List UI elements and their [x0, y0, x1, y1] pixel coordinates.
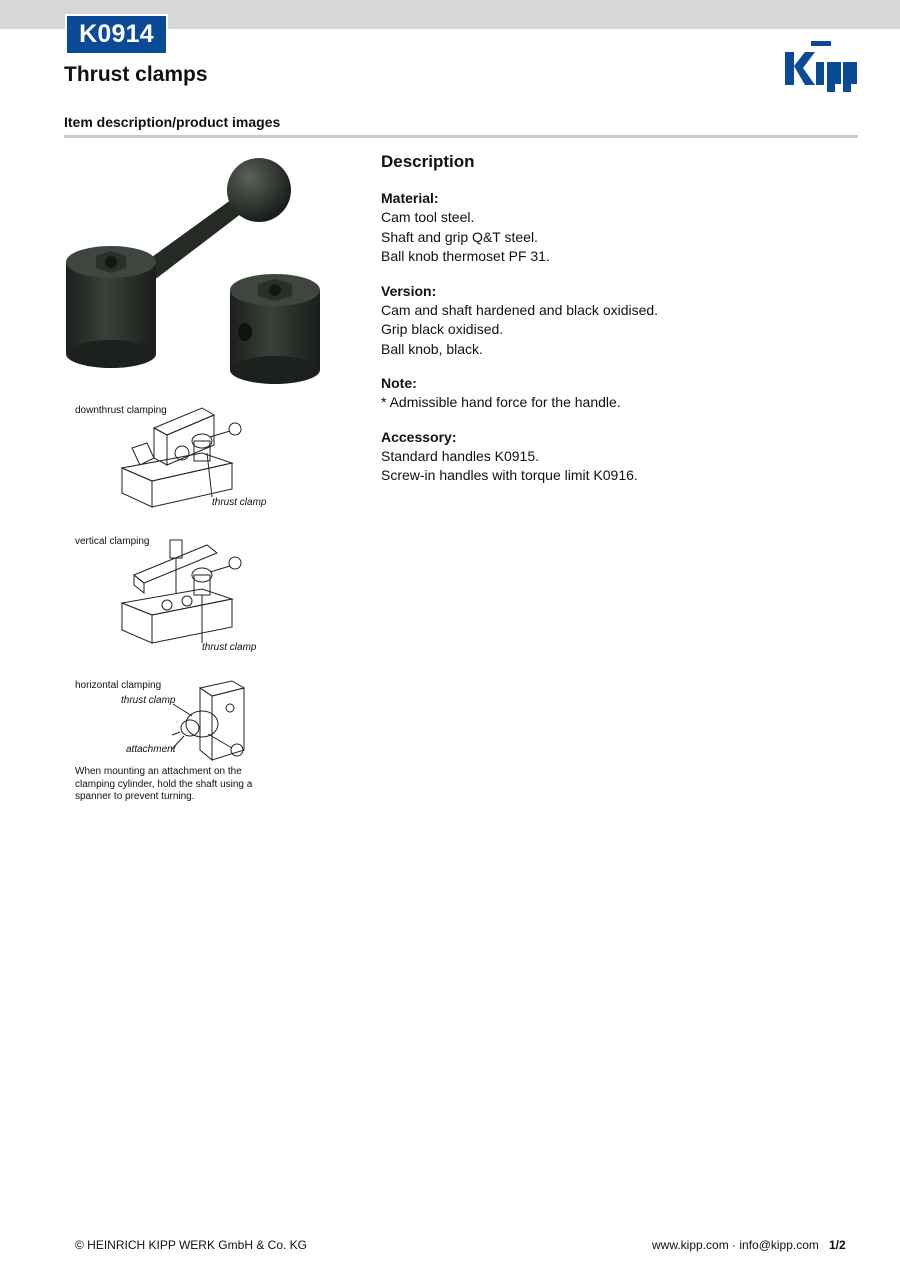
- product-photo: [64, 152, 326, 392]
- vertical-clamping-diagram: [72, 535, 272, 655]
- accessory-label: Accessory:: [381, 428, 457, 445]
- material-line: Cam tool steel.: [381, 209, 475, 225]
- section-title: Item description/product images: [64, 114, 281, 130]
- note-block: [381, 374, 841, 413]
- note-line: * Admissible hand force for the handle.: [381, 394, 621, 410]
- footer-contact: www.kipp.com · info@kipp.com: [652, 1238, 819, 1252]
- horizontal-callout-thrust-clamp: thrust clamp: [121, 695, 176, 706]
- material-line: Ball knob thermoset PF 31.: [381, 248, 550, 264]
- material-label: Material:: [381, 190, 439, 206]
- horizontal-clamping-title: horizontal clamping: [75, 680, 162, 691]
- description-heading: Description: [381, 152, 475, 171]
- version-line: Cam and shaft hardened and black oxidised.: [381, 301, 659, 318]
- note-label: Note:: [381, 375, 417, 391]
- version-line: Grip black oxidised.: [381, 321, 504, 337]
- footer-copyright: © HEINRICH KIPP WERK GmbH & Co. KG: [75, 1238, 307, 1252]
- description-panel: [381, 152, 841, 501]
- downthrust-clamping-title: downthrust clamping: [75, 405, 167, 416]
- downthrust-callout: thrust clamp: [212, 497, 267, 508]
- mounting-note: When mounting an attachment on the clamping cylinder, hold the shaft using a spanner to prevent turning.: [75, 766, 253, 803]
- horizontal-callout-attachment: attachment: [126, 744, 176, 755]
- section-divider: [64, 135, 858, 138]
- product-code-badge: K0914: [65, 14, 168, 55]
- version-line: Ball knob, black.: [381, 340, 483, 357]
- page-title: Thrust clamps: [64, 63, 208, 86]
- material-line: Shaft and grip Q&T steel.: [381, 228, 538, 245]
- version-block: [381, 282, 841, 360]
- vertical-callout: thrust clamp: [202, 642, 257, 653]
- kipp-logo: [783, 38, 859, 92]
- accessory-line: Screw-in handles with torque limit K0916.: [381, 467, 638, 483]
- version-label: Version:: [381, 282, 437, 299]
- page-number: 1/2: [829, 1238, 846, 1252]
- accessory-block: [381, 428, 841, 486]
- vertical-clamping-title: vertical clamping: [75, 536, 150, 547]
- material-block: [381, 189, 841, 267]
- accessory-line: Standard handles K0915.: [381, 447, 540, 464]
